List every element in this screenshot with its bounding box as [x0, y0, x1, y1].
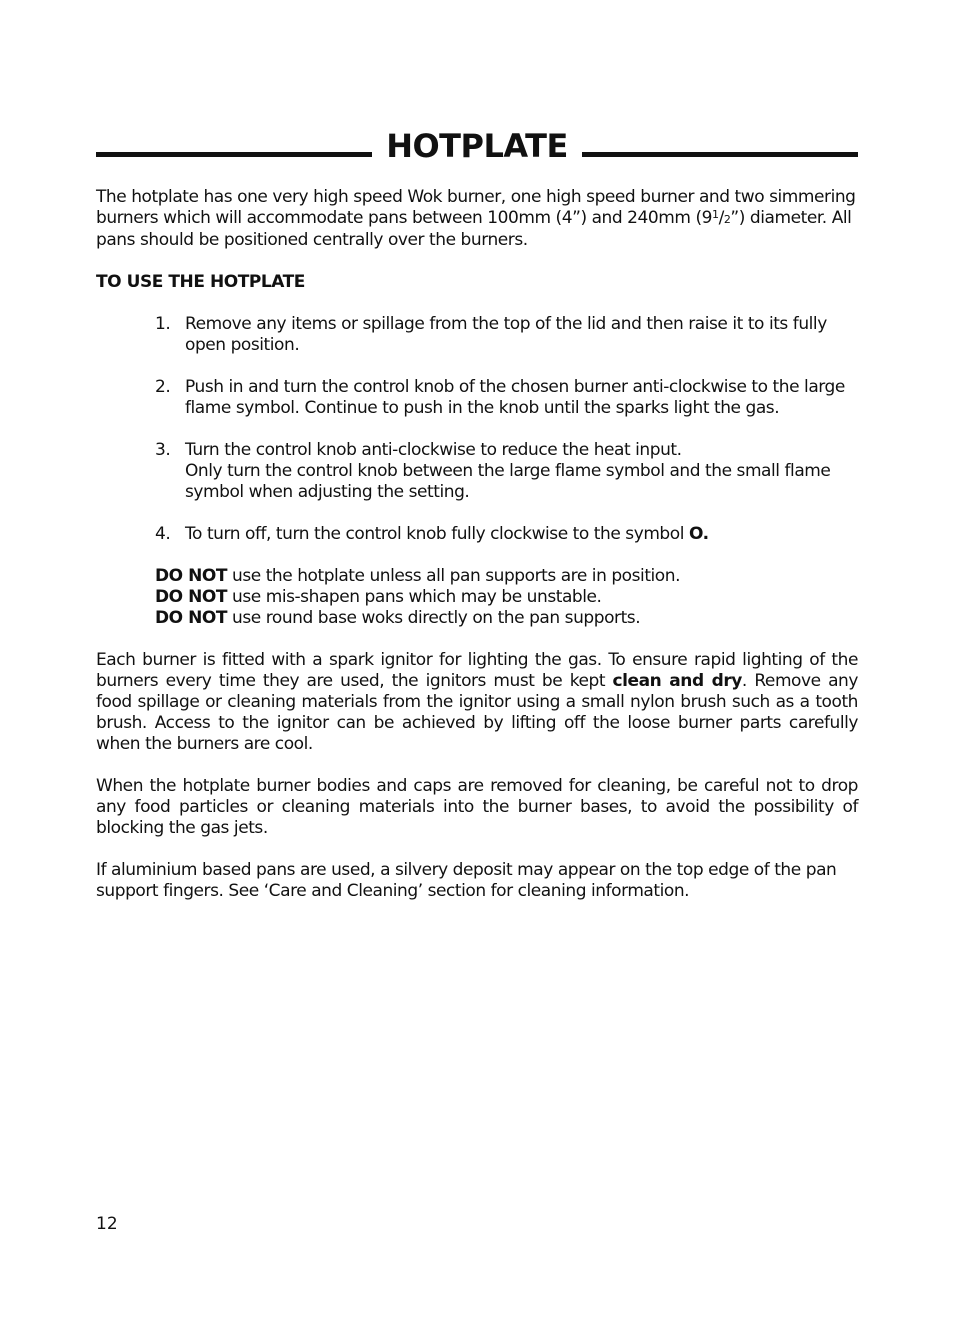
title-row [96, 122, 858, 172]
ignitor-paragraph [96, 650, 858, 755]
cleaning-paragraph: When the hotplate burner bodies and caps are removed for cleaning, be careful not to drop any food particles or cleaning materials into the burner bases, to avoid the possibility of blocking the gas jets. [96, 776, 858, 838]
step-text: To turn off, turn the control knob fully clockwise to the symbol [185, 524, 689, 544]
intro-text-1: The hotplate has one very high speed Wok burner, one high speed burner and two simmering burners which will accommodate pans between 100mm (4”) and 240mm (9 [96, 187, 856, 228]
warning-emphasis: DO NOT [155, 587, 228, 607]
warning-text: use round base woks directly on the pan supports. [227, 608, 641, 628]
title-rule-left [96, 152, 372, 157]
fraction-numerator: 1 [712, 208, 719, 221]
warning-emphasis: DO NOT [155, 566, 228, 586]
fraction-denominator: 2 [723, 213, 731, 226]
fraction-slash: / [718, 208, 724, 228]
off-symbol: O. [688, 524, 709, 544]
intro-text-2: ”) diameter. All pans should be positioned centrally over the burners. [96, 208, 852, 250]
manual-page [96, 0, 858, 1322]
aluminium-paragraph: If aluminium based pans are used, a silvery deposit may appear on the top edge of the pan support fingers. See ‘Care and Cleaning’ section for cleaning information. [96, 860, 837, 901]
step-text: Turn the control knob anti-clockwise to reduce the heat input. [185, 440, 682, 460]
list-item [155, 524, 858, 545]
title-rule-right [582, 152, 858, 157]
warning-line [155, 608, 858, 629]
list-item [155, 314, 858, 356]
ignitor-text-1: Each burner is fitted with a spark ignitor for lighting the gas. To ensure rapid lighting of the burners every time they are used, the ignitors must be kept [96, 650, 858, 691]
warning-line [155, 566, 858, 587]
section-heading: TO USE THE HOTPLATE [96, 272, 305, 292]
step-number: 3. [155, 440, 171, 460]
ignitor-emphasis: clean and dry [612, 671, 742, 691]
page-title: HOTPLATE [386, 127, 568, 165]
page-number: 12 [96, 1214, 118, 1234]
warning-emphasis: DO NOT [155, 608, 228, 628]
warning-text: use mis-shapen pans which may be unstable. [227, 587, 602, 607]
step-text: Push in and turn the control knob of the chosen burner anti-clockwise to the large flame symbol. Continue to push in the knob until the sparks light the gas. [185, 377, 845, 418]
step-number: 2. [155, 377, 171, 397]
step-text-continued: Only turn the control knob between the large flame symbol and the small flame symbol when adjusting the setting. [185, 461, 831, 502]
intro-paragraph [96, 187, 858, 251]
list-item [155, 440, 858, 503]
step-text: Remove any items or spillage from the top of the lid and then raise it to its fully open position. [185, 314, 827, 355]
warning-text: use the hotplate unless all pan supports are in position. [227, 566, 681, 586]
step-number: 4. [155, 524, 171, 544]
instruction-list [96, 314, 858, 545]
list-item [155, 377, 858, 419]
ignitor-text-2: . Remove any food spillage or cleaning materials from the ignitor using a small nylon brush such as a tooth brush. Access to the ignitor can be achieved by lifting off the loose burner parts carefully when the burners are cool. [96, 671, 858, 754]
warning-line [155, 587, 858, 608]
step-number: 1. [155, 314, 171, 334]
warnings [155, 566, 858, 629]
body-text [96, 187, 858, 923]
